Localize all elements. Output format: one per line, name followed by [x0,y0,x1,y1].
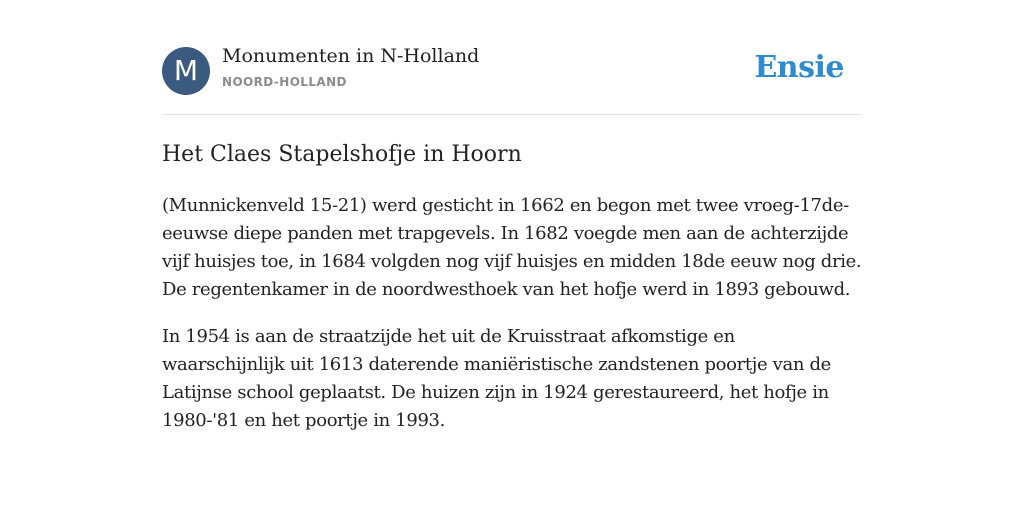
definition-card [162,44,862,435]
article-title: Het Claes Stapelshofje in Hoorn [162,142,522,167]
article-paragraph: (Munnickenveld 15-21) werd gesticht in 1662 en begon met twee vroeg-17de-eeuwse diepe panden met trapgevels. In 1682 voegde men aan de achterzijde vijf huisjes toe, in 1684 volgden nog vijf huisjes en midden 18de eeuw nog drie. De regentenkamer in de noordwesthoek van het hofje werd in 1893 gebouwd. [162,195,862,300]
article-paragraph: In 1954 is aan de straatzijde het uit de Kruisstraat afkomstige en waarschijnlijk uit 1613 daterende maniëristische zandstenen poortje van de Latijnse school geplaatst. De huizen zijn in 1924 gerestaureerd, het hofje in 1980-'81 en het poortje in 1993. [162,326,831,431]
collection-subtitle: NOORD-HOLLAND [222,75,347,89]
avatar[interactable]: M [162,47,210,95]
collection-title[interactable]: Monumenten in N-Holland [222,45,480,67]
card-header [162,44,862,115]
ensie-logo[interactable]: Ensie [754,50,844,85]
